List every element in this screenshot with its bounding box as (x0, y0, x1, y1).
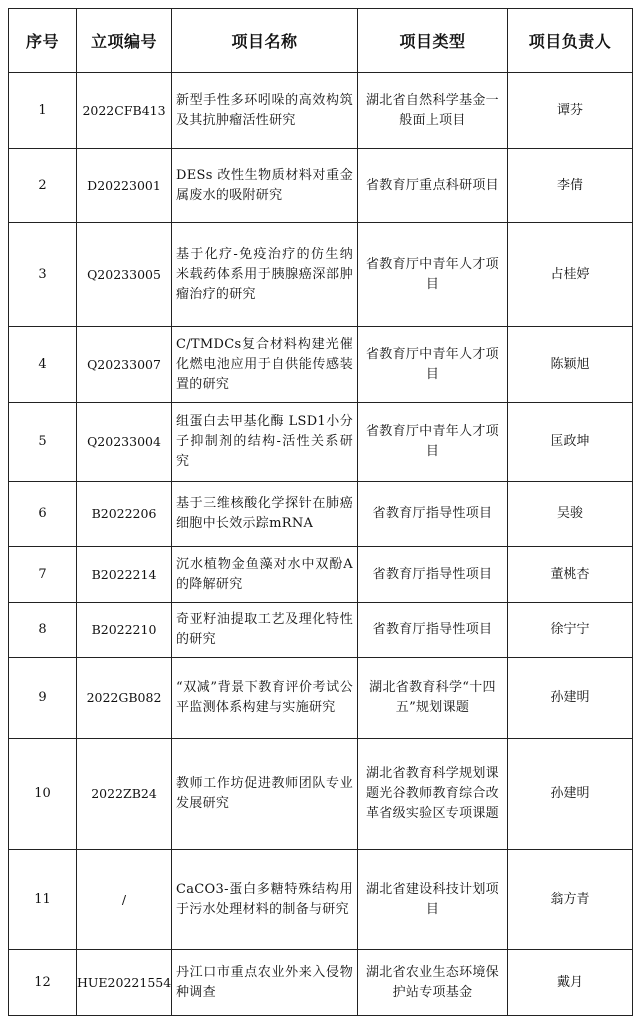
cell-lead: 吴骏 (508, 482, 633, 547)
cell-lead: 谭芬 (508, 73, 633, 149)
cell-lead: 孙建明 (508, 739, 633, 850)
cell-no: 1 (9, 73, 77, 149)
cell-type: 省教育厅指导性项目 (358, 547, 508, 603)
cell-code: HUE20221554 (77, 950, 172, 1016)
table-row (9, 327, 633, 403)
header-type: 项目类型 (358, 9, 508, 73)
table-header-row (9, 9, 633, 73)
cell-lead: 匡政坤 (508, 403, 633, 482)
cell-no: 6 (9, 482, 77, 547)
cell-name: 奇亚籽油提取工艺及理化特性的研究 (172, 603, 358, 658)
cell-code: D20223001 (77, 149, 172, 223)
cell-type: 湖北省自然科学基金一般面上项目 (358, 73, 508, 149)
cell-lead: 孙建明 (508, 658, 633, 739)
cell-lead: 陈颖旭 (508, 327, 633, 403)
cell-type: 省教育厅指导性项目 (358, 603, 508, 658)
header-code: 立项编号 (77, 9, 172, 73)
cell-name: 教师工作坊促进教师团队专业发展研究 (172, 739, 358, 850)
cell-lead: 徐宁宁 (508, 603, 633, 658)
cell-lead: 李倩 (508, 149, 633, 223)
cell-type: 湖北省教育科学规划课题光谷教师教育综合改革省级实验区专项课题 (358, 739, 508, 850)
table-row (9, 603, 633, 658)
cell-lead: 戴月 (508, 950, 633, 1016)
cell-name: 丹江口市重点农业外来入侵物种调查 (172, 950, 358, 1016)
cell-type: 湖北省农业生态环境保护站专项基金 (358, 950, 508, 1016)
header-name: 项目名称 (172, 9, 358, 73)
table-row (9, 950, 633, 1016)
cell-name: DESs 改性生物质材料对重金属废水的吸附研究 (172, 149, 358, 223)
table-row (9, 658, 633, 739)
project-table (8, 8, 633, 1016)
cell-code: B2022210 (77, 603, 172, 658)
cell-no: 3 (9, 223, 77, 327)
cell-no: 5 (9, 403, 77, 482)
table-row (9, 223, 633, 327)
cell-type: 省教育厅中青年人才项目 (358, 403, 508, 482)
cell-code: B2022214 (77, 547, 172, 603)
cell-name: 沉水植物金鱼藻对水中双酚A的降解研究 (172, 547, 358, 603)
cell-code: 2022ZB24 (77, 739, 172, 850)
cell-name: 新型手性多环吲哚的高效构筑及其抗肿瘤活性研究 (172, 73, 358, 149)
header-no: 序号 (9, 9, 77, 73)
cell-code: / (77, 850, 172, 950)
cell-lead: 董桃杏 (508, 547, 633, 603)
cell-code: 2022CFB413 (77, 73, 172, 149)
cell-type: 省教育厅中青年人才项目 (358, 223, 508, 327)
cell-no: 4 (9, 327, 77, 403)
cell-no: 7 (9, 547, 77, 603)
cell-type: 湖北省建设科技计划项目 (358, 850, 508, 950)
table-row (9, 403, 633, 482)
cell-name: 基于三维核酸化学探针在肺癌细胞中长效示踪mRNA (172, 482, 358, 547)
cell-lead: 翁方青 (508, 850, 633, 950)
cell-no: 2 (9, 149, 77, 223)
table-row (9, 73, 633, 149)
table-row (9, 149, 633, 223)
cell-name: “双减”背景下教育评价考试公平监测体系构建与实施研究 (172, 658, 358, 739)
cell-lead: 占桂婷 (508, 223, 633, 327)
project-table-document (8, 8, 632, 1016)
cell-name: C/TMDCs复合材料构建光催化燃电池应用于自供能传感装置的研究 (172, 327, 358, 403)
cell-no: 12 (9, 950, 77, 1016)
cell-code: Q20233005 (77, 223, 172, 327)
table-row (9, 547, 633, 603)
cell-type: 省教育厅指导性项目 (358, 482, 508, 547)
header-lead: 项目负责人 (508, 9, 633, 73)
cell-name: 基于化疗-免疫治疗的仿生纳米载药体系用于胰腺癌深部肿瘤治疗的研究 (172, 223, 358, 327)
cell-name: 组蛋白去甲基化酶 LSD1小分子抑制剂的结构-活性关系研究 (172, 403, 358, 482)
table-row (9, 739, 633, 850)
cell-type: 湖北省教育科学“十四五”规划课题 (358, 658, 508, 739)
table-row (9, 482, 633, 547)
cell-no: 9 (9, 658, 77, 739)
cell-code: Q20233007 (77, 327, 172, 403)
cell-code: Q20233004 (77, 403, 172, 482)
cell-no: 8 (9, 603, 77, 658)
table-row (9, 850, 633, 950)
cell-no: 11 (9, 850, 77, 950)
cell-name: CaCO3-蛋白多糖特殊结构用于污水处理材料的制备与研究 (172, 850, 358, 950)
cell-code: 2022GB082 (77, 658, 172, 739)
cell-no: 10 (9, 739, 77, 850)
cell-type: 省教育厅中青年人才项目 (358, 327, 508, 403)
cell-code: B2022206 (77, 482, 172, 547)
cell-type: 省教育厅重点科研项目 (358, 149, 508, 223)
